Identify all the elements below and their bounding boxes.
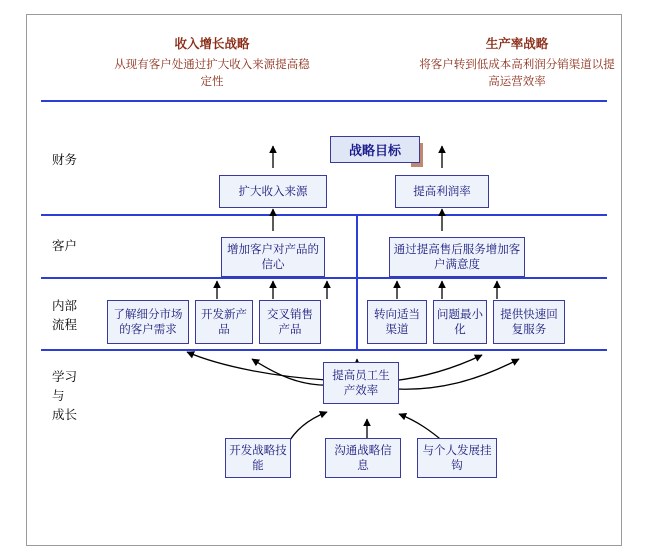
node-learning-2: 沟通战略信息 [325, 438, 401, 478]
row-label-learning-2: 与 [52, 388, 65, 403]
goal-box: 战略目标 [330, 136, 420, 163]
node-internal-6: 提供快速回复服务 [493, 300, 565, 344]
row-label-customer: 客户 [52, 238, 78, 253]
arrow-layer [27, 15, 621, 545]
right-strategy-title: 生产率战略 [485, 36, 549, 51]
node-finance-left: 扩大收入来源 [219, 175, 327, 208]
node-learning-3: 与个人发展挂钩 [417, 438, 497, 478]
node-internal-5: 问题最小化 [433, 300, 487, 344]
node-customer-left: 增加客户对产品的信心 [221, 237, 325, 277]
left-strategy-subtitle: 从现有客户处通过扩大收入来源提高稳定性 [114, 57, 310, 88]
node-internal-3: 交叉销售产品 [259, 300, 321, 344]
node-finance-right: 提高利润率 [395, 175, 489, 208]
node-internal-2: 开发新产品 [195, 300, 253, 344]
row-label-learning-1: 学习 [52, 369, 78, 384]
node-learning-center: 提高员工生产效率 [323, 362, 399, 404]
node-internal-4: 转向适当渠道 [367, 300, 427, 344]
row-label-internal-2: 流程 [52, 317, 78, 332]
row-label-finance: 财务 [52, 152, 78, 167]
node-customer-right: 通过提高售后服务增加客户满意度 [389, 237, 525, 277]
node-learning-1: 开发战略技能 [225, 438, 291, 478]
row-label-internal-1: 内部 [52, 298, 78, 313]
diagram-frame [26, 14, 622, 546]
node-internal-1: 了解细分市场的客户需求 [107, 300, 189, 344]
row-label-learning-3: 成长 [52, 407, 78, 422]
right-strategy-subtitle: 将客户转到低成本高利润分销渠道以提高运营效率 [419, 57, 615, 88]
left-strategy-title: 收入增长战略 [174, 36, 250, 51]
